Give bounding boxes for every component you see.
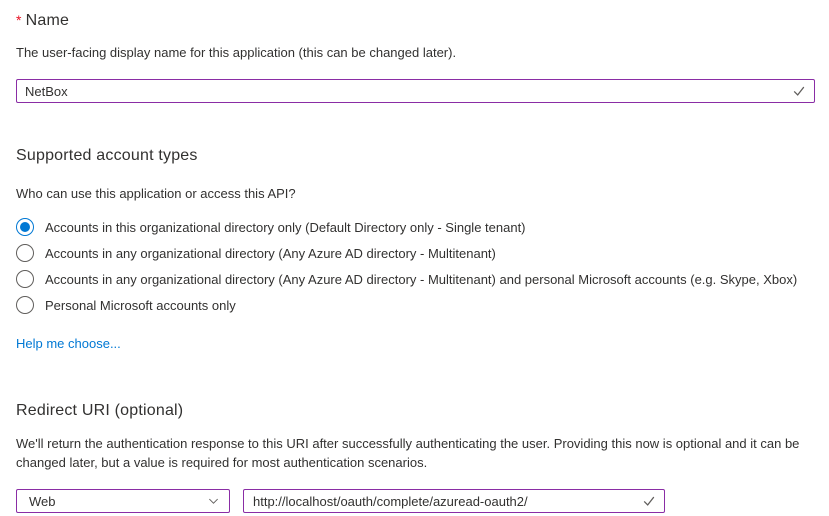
- account-types-question: Who can use this application or access this API?: [16, 186, 296, 201]
- redirect-uri-input[interactable]: [243, 489, 665, 513]
- redirect-uri-row: [16, 489, 815, 513]
- radio-button-icon: [16, 244, 34, 262]
- help-me-choose-link[interactable]: Help me choose...: [16, 336, 121, 351]
- radio-label: Personal Microsoft accounts only: [45, 297, 236, 313]
- supported-account-types-section: [16, 147, 815, 353]
- redirect-uri-title: Redirect URI (optional): [16, 402, 184, 419]
- redirect-uri-description: We'll return the authentication response to this URI after successfully authenticating the user. Providing this now is optional and it can be changed later, but a value is required for most authentication scenarios.: [16, 436, 800, 470]
- name-title-text: Name: [25, 12, 70, 29]
- account-types-title: Supported account types: [16, 147, 198, 164]
- radio-label: Accounts in any organizational directory (Any Azure AD directory - Multitenant) and personal Microsoft accounts (e.g. Skype, Xbox): [45, 271, 798, 287]
- required-asterisk: *: [16, 12, 22, 28]
- radio-button-icon: [16, 270, 34, 288]
- chevron-down-icon: [207, 496, 220, 507]
- radio-single-tenant[interactable]: [16, 214, 815, 240]
- redirect-uri-section: [16, 402, 815, 513]
- platform-select[interactable]: [16, 489, 230, 513]
- radio-multitenant-personal[interactable]: [16, 266, 815, 292]
- radio-personal-only[interactable]: [16, 292, 815, 318]
- radio-button-icon: [16, 296, 34, 314]
- account-type-radio-group: [16, 214, 815, 318]
- name-input-wrap: [16, 79, 815, 103]
- radio-button-icon: [16, 218, 34, 236]
- name-input[interactable]: [16, 79, 815, 103]
- platform-selected-value: Web: [29, 493, 56, 509]
- name-section-title: [16, 12, 815, 30]
- redirect-uri-input-wrap: [243, 489, 665, 513]
- radio-label: Accounts in any organizational directory (Any Azure AD directory - Multitenant): [45, 245, 496, 261]
- radio-multitenant[interactable]: [16, 240, 815, 266]
- radio-label: Accounts in this organizational directory only (Default Directory only - Single tenant): [45, 219, 526, 235]
- name-description: The user-facing display name for this application (this can be changed later).: [16, 45, 457, 60]
